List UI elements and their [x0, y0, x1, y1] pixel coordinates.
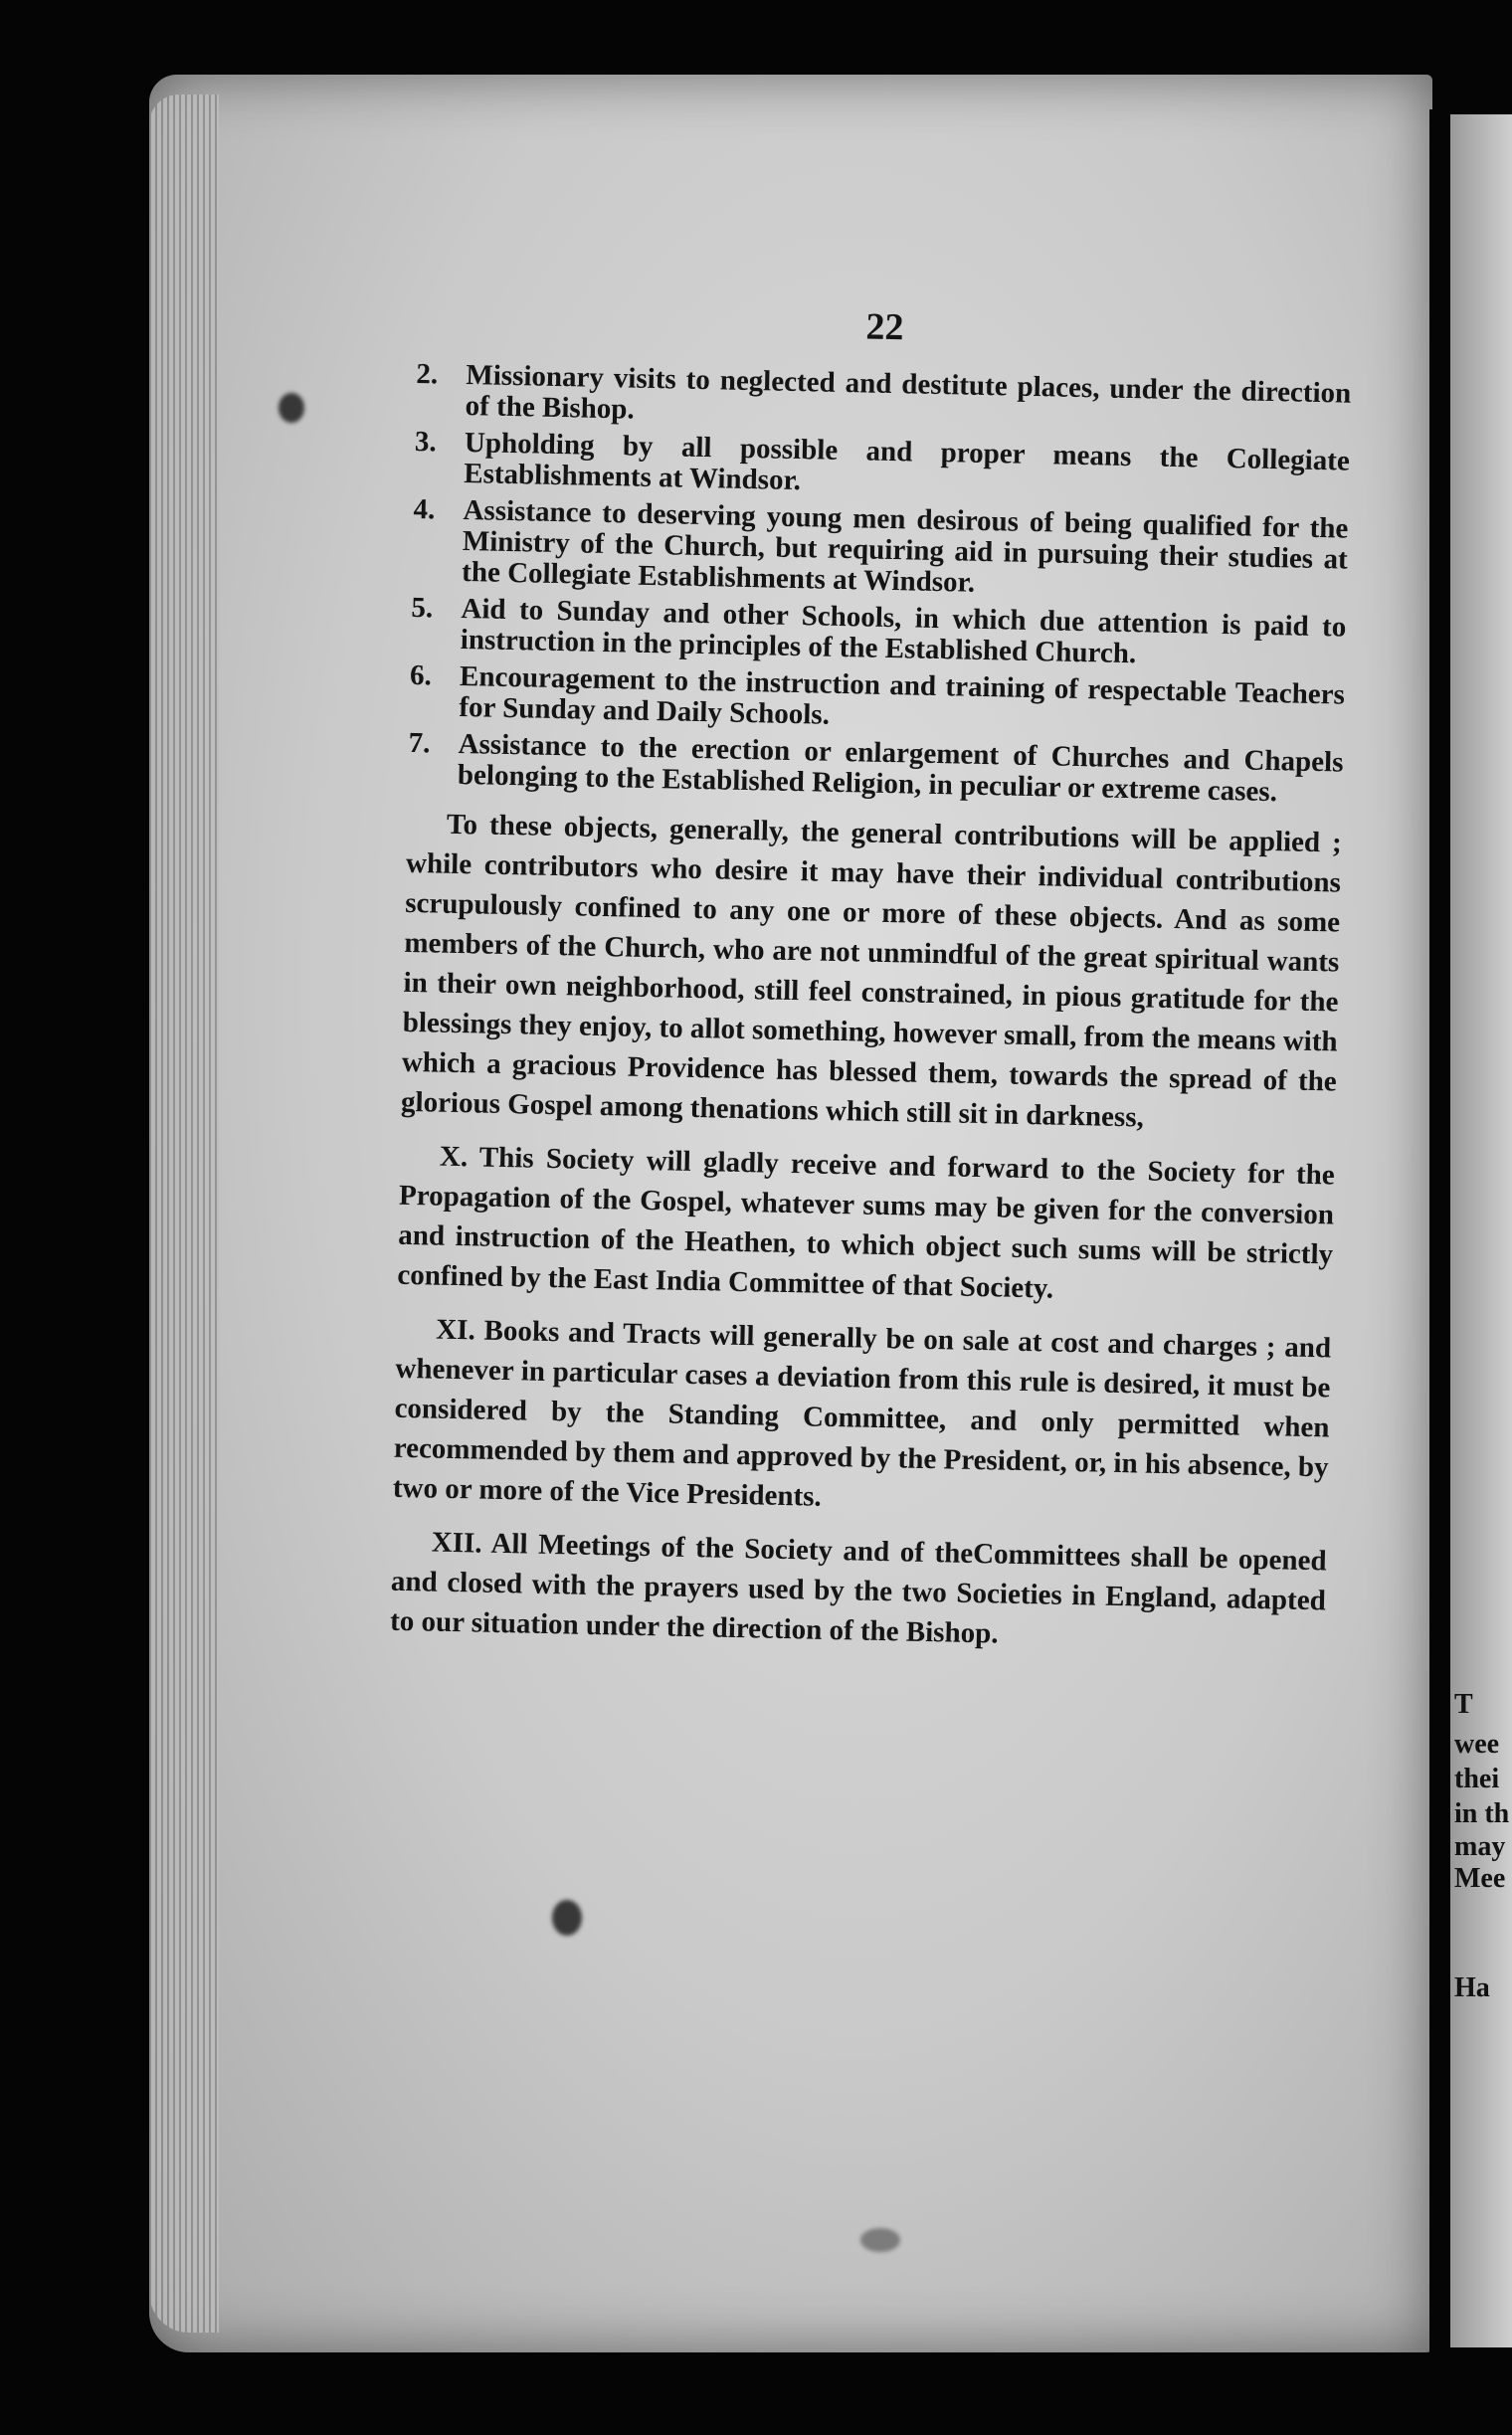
list-item — [412, 494, 1349, 607]
adjacent-fragment: may — [1454, 1831, 1506, 1862]
item-number: 3. — [414, 425, 438, 459]
paragraph: XII. All Meetings of the Society and of theCommittees shall be opened and closed with the prayers used by the two Societies in England, adapted to our situation under the direction of the Bishop. — [389, 1526, 1327, 1650]
page-number: 22 — [865, 305, 904, 349]
item-text: Assistance to deserving young men desirous of being qualified for the Ministry of the Church, but requiring aid in pursuing their studies at the Collegiate Establishments at Windsor. — [461, 494, 1349, 599]
adjacent-fragment: Ha — [1454, 1972, 1490, 2003]
ink-spot — [279, 393, 304, 423]
item-number: 7. — [408, 726, 431, 760]
page-stack-edge — [149, 94, 219, 2333]
adjacent-fragment: in th — [1454, 1798, 1510, 1829]
item-number: 2. — [416, 357, 439, 391]
item-text: Upholding by all possible and proper means the Collegiate Establishments at Windsor. — [463, 427, 1351, 497]
item-text: Aid to Sunday and other Schools, in which due attention is paid to instruction in the principles of the Established Church. — [460, 592, 1347, 670]
item-number: 4. — [413, 492, 436, 526]
stain — [860, 2228, 900, 2252]
adjacent-fragment: thei — [1454, 1764, 1500, 1794]
list-item — [408, 728, 1344, 810]
item-text: Encouragement to the instruction and training of respectable Teachers for Sunday and Daily Schools. — [459, 659, 1346, 731]
paragraph: To these objects, generally, the general contributions will be applied ; while contributors who desire it may have their individual contributions scrupulously confined to any one or more of these objects. And as some members of the Church, who are not unmindful of the great spiritual wants in their own neighborhood, still feel constrained, in pious gratitude for the blessings they enjoy, to allot something, however small, from the means with which a gracious Providence has blessed them, towards the spread of the glorious Gospel among thenations which still sit in darkness, — [400, 808, 1343, 1134]
paragraph: XI. Books and Tracts will generally be on sale at cost and charges ; and whenever in particular cases a deviation from this rule is desired, it must be considered by the Standing Committee, and only permitted when recommended by them and approved by the President, or, in his absence, by two or more of the Vice Presidents. — [392, 1313, 1332, 1513]
paragraph: X. This Society will gladly receive and forward to the Society for the Propagation of the Gospel, whatever sums may be given for the conversion and instruction of the Heathen, to which object such sums will be strictly confined by the East India Committee of that Society. — [397, 1140, 1336, 1305]
item-number: 6. — [409, 658, 433, 692]
ink-spot — [552, 1900, 582, 1936]
page-text — [390, 298, 1353, 1660]
item-text: Assistance to the erection or enlargement of Churches and Chapels belonging to the Established Religion, in peculiar or extreme cases. — [457, 727, 1344, 809]
book-gutter — [1429, 109, 1447, 2352]
adjacent-fragment: Mee — [1454, 1863, 1506, 1894]
adjacent-page — [1450, 114, 1512, 2347]
adjacent-fragment: wee — [1454, 1729, 1500, 1760]
adjacent-fragment: T — [1454, 1689, 1473, 1720]
item-number: 5. — [411, 591, 434, 625]
item-text: Missionary visits to neglected and destitute places, under the direction of the Bishop. — [465, 359, 1352, 426]
